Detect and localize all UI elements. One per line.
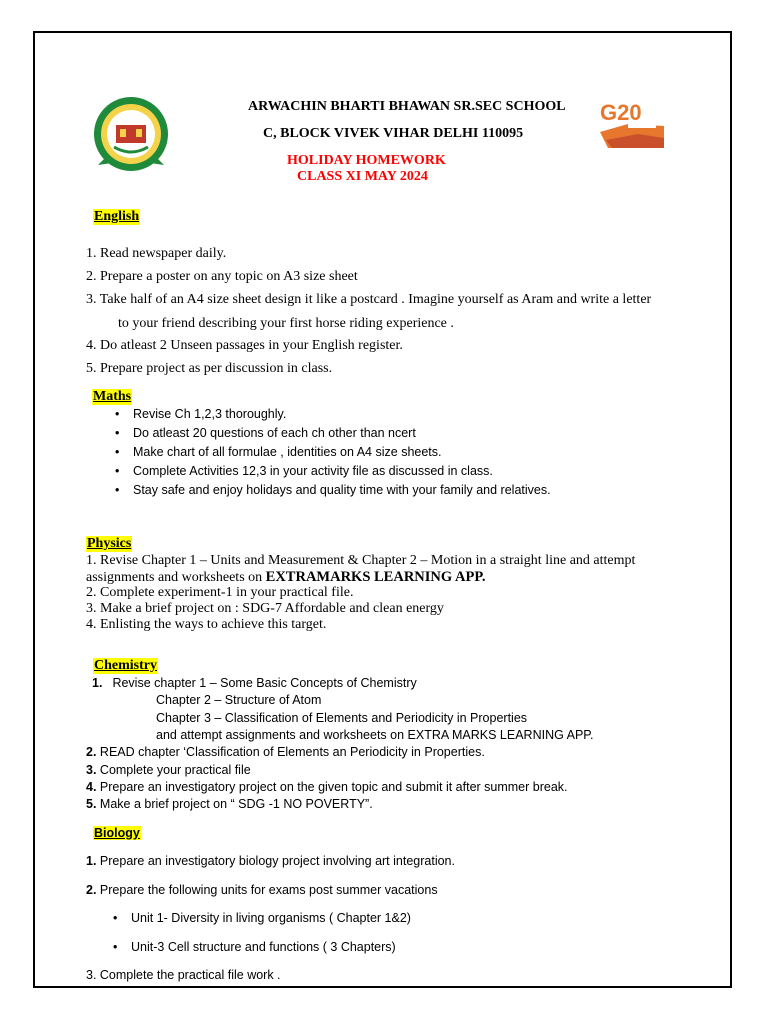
school-name: ARWACHIN BHARTI BHAWAN SR.SEC SCHOOL [248,99,566,114]
english-item-2: 2. Prepare a poster on any topic on A3 size sheet [86,269,358,284]
english-heading: English [94,209,140,224]
biology-heading: Biology [94,826,140,840]
english-item-4: 4. Do atleast 2 Unseen passages in your English register. [86,338,403,353]
list-item: • Make chart of all formulae , identities on A4 size sheets. [115,445,442,459]
chemistry-heading: Chemistry [94,658,157,673]
chemistry-item-5: 5. Make a brief project on “ SDG -1 NO POVERTY”. [86,797,373,811]
english-item-3-cont: to your friend describing your first horse riding experience . [118,316,454,331]
chemistry-item-4: 4. Prepare an investigatory project on the given topic and submit it after summer break. [86,780,568,794]
list-item: • Complete Activities 12,3 in your activity file as discussed in class. [115,464,493,478]
list-item: • Unit 1- Diversity in living organisms ( Chapter 1&2) [113,911,411,925]
extramarks-app: EXTRAMARKS LEARNING APP. [265,569,486,585]
list-item: • Unit-3 Cell structure and functions ( 3 Chapters) [113,940,396,954]
bullet: • [115,483,120,497]
maths-heading: Maths [93,389,132,404]
bullet: • [115,445,120,459]
biology-item-3: 3. Complete the practical file work . [86,968,281,982]
physics-item-1-cont: assignments and worksheets on EXTRAMARKS LEARNING APP. [86,569,486,585]
physics-item-2: 2. Complete experiment-1 in your practical file. [86,585,354,600]
bullet: • [113,911,118,925]
chemistry-item-1-ch3: Chapter 3 – Classification of Elements and Periodicity in Properties [156,711,528,725]
g20-logo [598,98,666,150]
english-item-5: 5. Prepare project as per discussion in class. [86,361,333,376]
chemistry-item-1-attempt: and attempt assignments and worksheets on EXTRA MARKS LEARNING APP. [156,728,594,742]
class-line: CLASS XI MAY 2024 [297,169,428,184]
list-item: • Stay safe and enjoy holidays and quality time with your family and relatives. [115,483,551,497]
english-item-3: 3. Take half of an A4 size sheet design it like a postcard . Imagine yourself as Aram and write a letter [86,292,652,307]
bullet: • [113,940,118,954]
physics-item-1: 1. Revise Chapter 1 – Units and Measurement & Chapter 2 – Motion in a straight line and attempt [86,553,636,568]
biology-item-1: 1. Prepare an investigatory biology project involving art integration. [86,854,455,868]
page-title: HOLIDAY HOMEWORK [287,153,446,168]
chemistry-item-1-ch2: Chapter 2 – Structure of Atom [156,693,322,707]
list-item: • Do atleast 20 questions of each ch other than ncert [115,426,416,440]
g20-text: G20 [600,100,642,125]
physics-item-4: 4. Enlisting the ways to achieve this target. [86,617,327,632]
chemistry-item-2: 2. READ chapter ‘Classification of Elements an Periodicity in Properties. [86,745,485,759]
school-address: C, BLOCK VIVEK VIHAR DELHI 110095 [263,126,524,141]
chemistry-item-1: 1. Revise chapter 1 – Some Basic Concepts of Chemistry [92,676,417,690]
biology-item-2: 2. Prepare the following units for exams post summer vacations [86,883,438,897]
bullet: • [115,407,120,421]
list-item: • Revise Ch 1,2,3 thoroughly. [115,407,287,421]
bullet: • [115,464,120,478]
bullet: • [115,426,120,440]
chemistry-item-3: 3. Complete your practical file [86,763,251,777]
physics-item-3: 3. Make a brief project on : SDG-7 Affordable and clean energy [86,601,444,616]
school-logo [92,95,170,173]
physics-heading: Physics [87,536,132,551]
english-item-1: 1. Read newspaper daily. [86,246,227,261]
